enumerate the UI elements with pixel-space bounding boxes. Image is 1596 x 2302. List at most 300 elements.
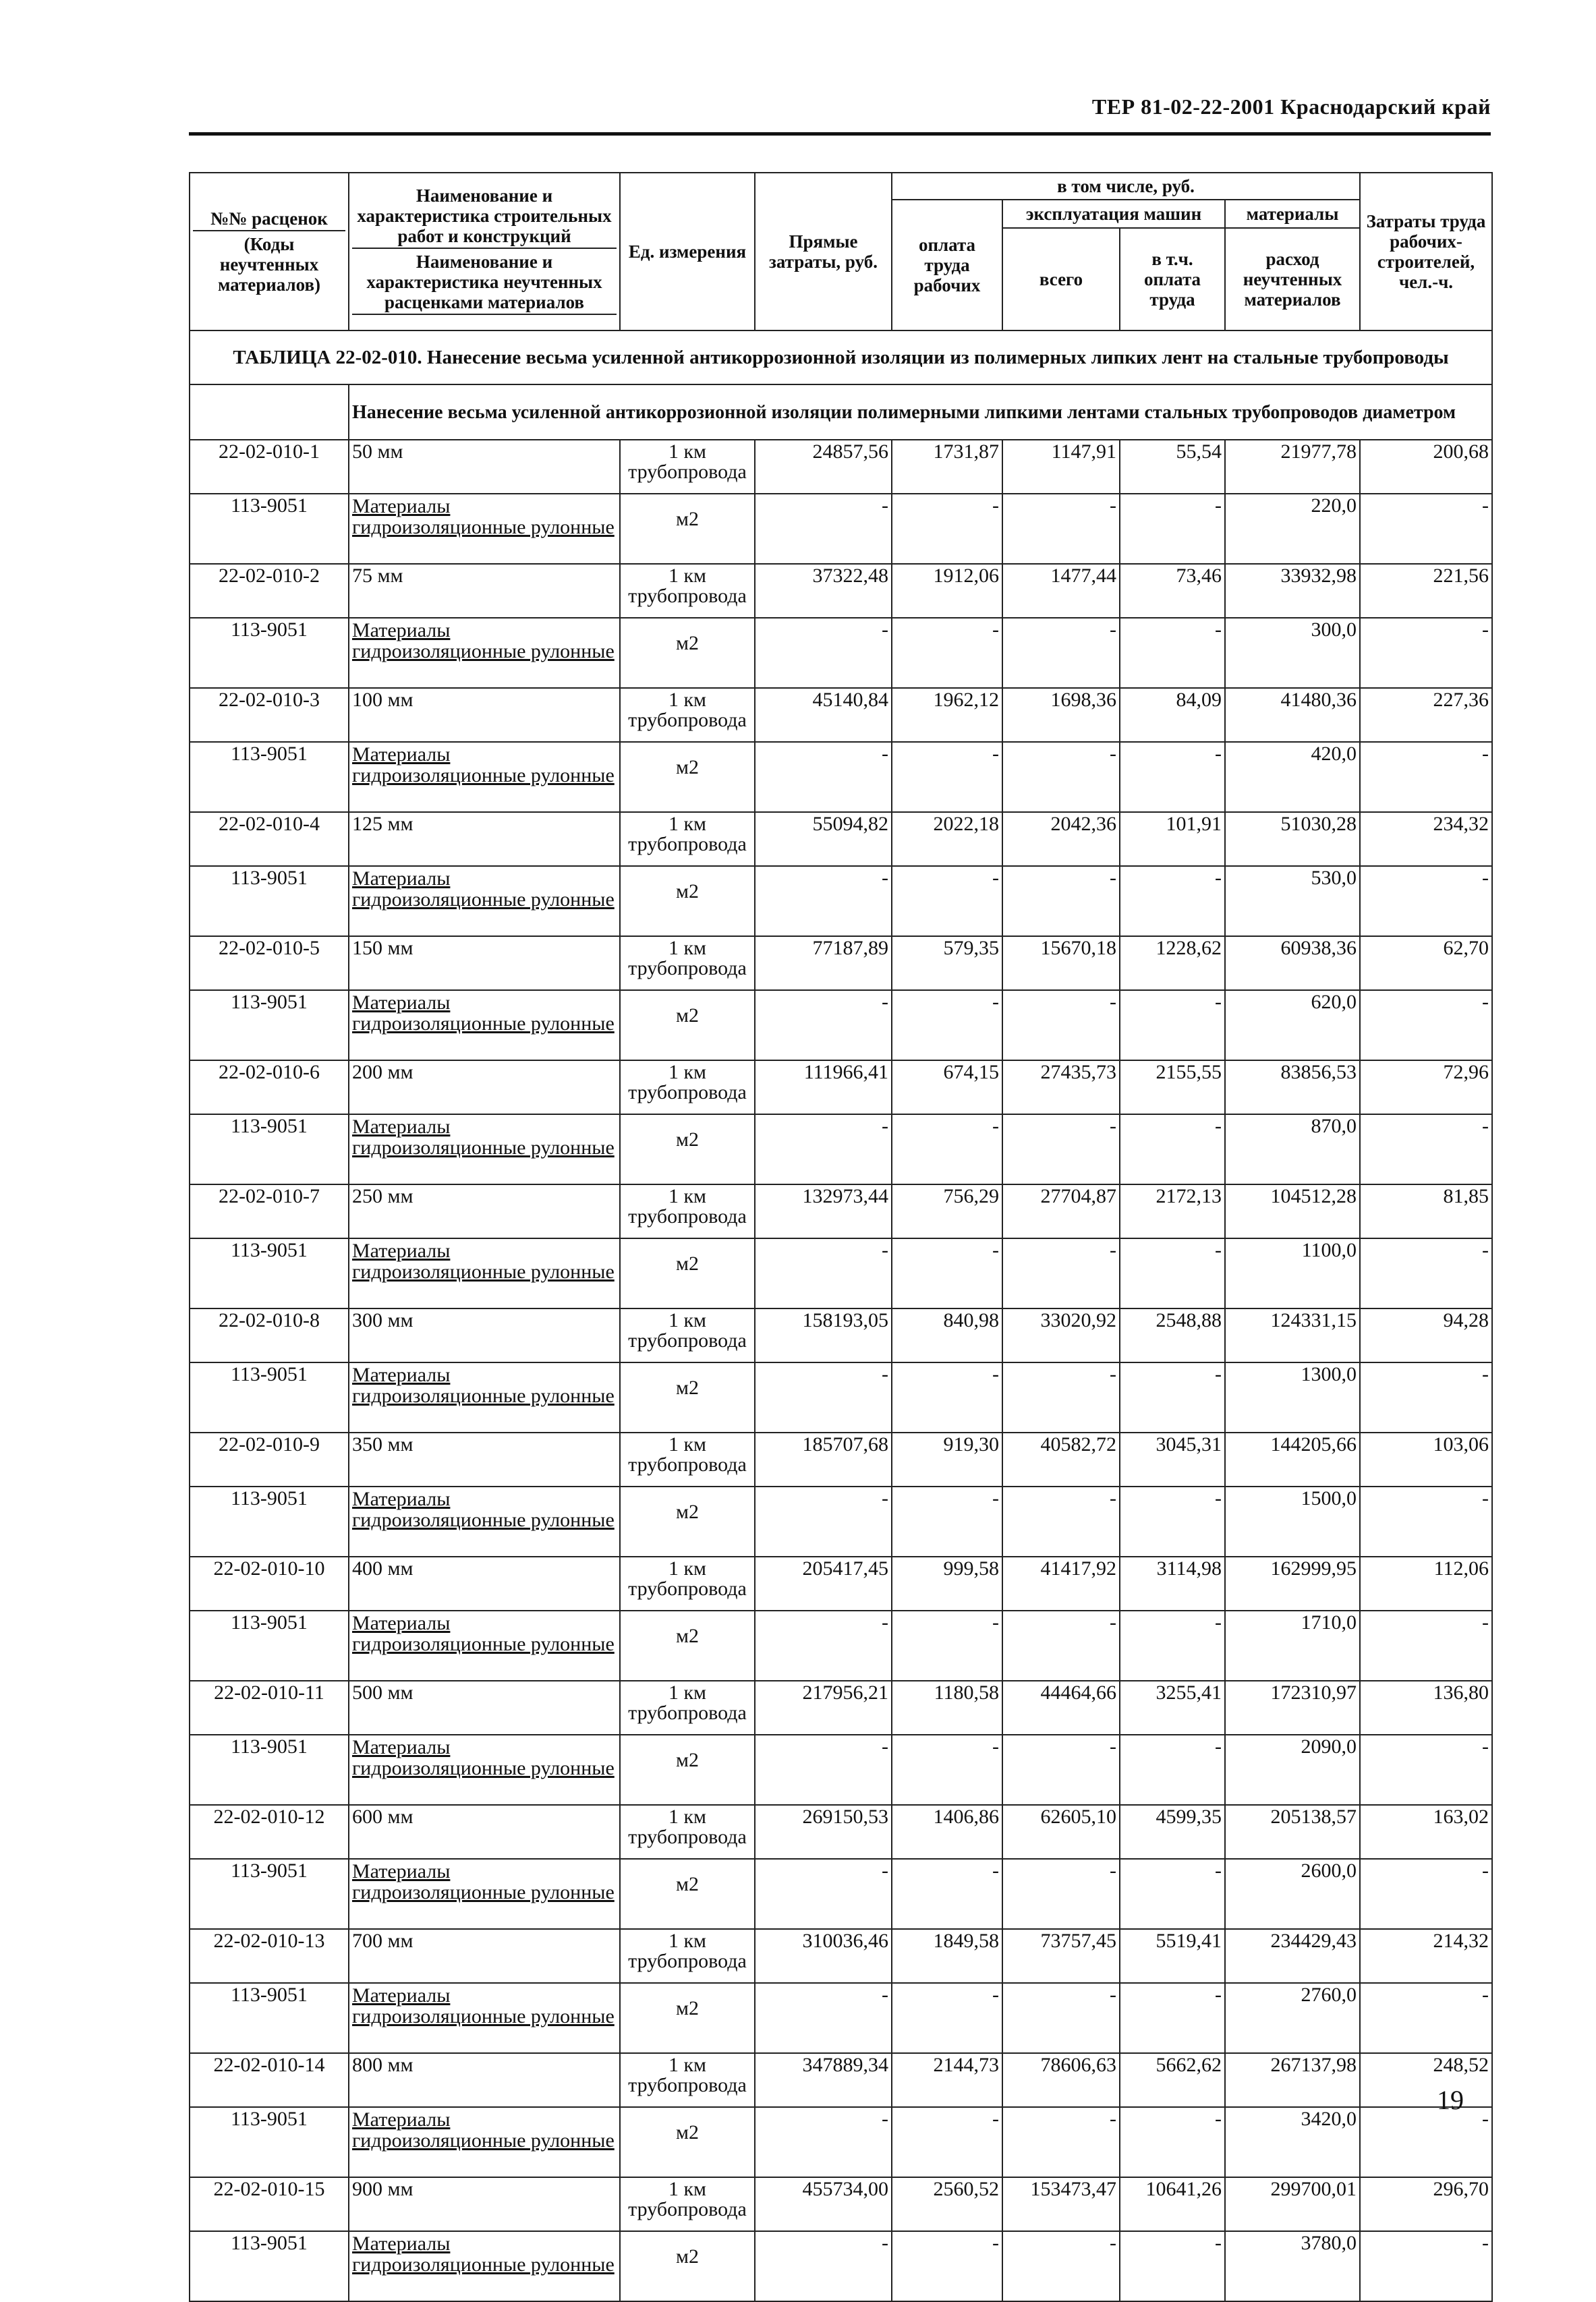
material-row xyxy=(190,866,1492,936)
material-row xyxy=(190,1859,1492,1929)
labor-hours: 248,52 xyxy=(1360,2053,1492,2107)
machines-labor: 10641,26 xyxy=(1120,2177,1225,2231)
work-name: 350 мм xyxy=(349,1433,620,1487)
empty-mach: - xyxy=(1002,618,1120,688)
empty-mach: - xyxy=(1002,1487,1120,1557)
machines-labor: 84,09 xyxy=(1120,688,1225,742)
empty-mach: - xyxy=(1002,1238,1120,1308)
empty-hours: - xyxy=(1360,2231,1492,2301)
rate-code: 22-02-010-13 xyxy=(190,1929,349,1983)
machines-labor: 55,54 xyxy=(1120,440,1225,494)
table-row xyxy=(190,440,1492,494)
material-row xyxy=(190,1983,1492,2053)
labor-hours: 163,02 xyxy=(1360,1805,1492,1859)
material-code: 113-9051 xyxy=(190,2107,349,2177)
material-name: Материалы гидроизоляционные рулонные xyxy=(349,618,620,688)
materials-cost: 124331,15 xyxy=(1225,1308,1360,1362)
material-unit: м2 xyxy=(620,618,755,688)
table-row xyxy=(190,812,1492,866)
col-head-machines-total: всего xyxy=(1002,228,1120,330)
empty-mach_labor: - xyxy=(1120,2107,1225,2177)
empty-hours: - xyxy=(1360,494,1492,564)
empty-mach: - xyxy=(1002,1362,1120,1433)
rate-code: 22-02-010-12 xyxy=(190,1805,349,1859)
work-name: 800 мм xyxy=(349,2053,620,2107)
material-row xyxy=(190,742,1492,812)
labor-hours: 72,96 xyxy=(1360,1060,1492,1114)
material-code: 113-9051 xyxy=(190,1114,349,1184)
machines-labor: 101,91 xyxy=(1120,812,1225,866)
work-name: 700 мм xyxy=(349,1929,620,1983)
materials-cost: 267137,98 xyxy=(1225,2053,1360,2107)
material-code: 113-9051 xyxy=(190,1362,349,1433)
materials-cost: 60938,36 xyxy=(1225,936,1360,990)
empty-hours: - xyxy=(1360,1611,1492,1681)
empty-mach_labor: - xyxy=(1120,494,1225,564)
materials-cost: 205138,57 xyxy=(1225,1805,1360,1859)
machines-labor: 73,46 xyxy=(1120,564,1225,618)
running-header: ТЕР 81-02-22-2001 Краснодарский край xyxy=(1091,94,1491,119)
unit-cell: 1 км трубопровода xyxy=(620,1308,755,1362)
table-row xyxy=(190,936,1492,990)
direct-costs: 132973,44 xyxy=(755,1184,892,1238)
materials-cost: 104512,28 xyxy=(1225,1184,1360,1238)
materials-cost: 299700,01 xyxy=(1225,2177,1360,2231)
empty-mach_labor: - xyxy=(1120,1859,1225,1929)
empty-mach: - xyxy=(1002,1859,1120,1929)
material-unit: м2 xyxy=(620,1983,755,2053)
col-head-unit: Ед. измерения xyxy=(620,173,755,330)
subheading-spacer xyxy=(190,384,349,440)
material-name: Материалы гидроизоляционные рулонные xyxy=(349,1611,620,1681)
empty-mach: - xyxy=(1002,2107,1120,2177)
subheading: Нанесение весьма усиленной антикоррозионной изоляции полимерными липкими лентами стальных трубопроводов диаметром xyxy=(349,384,1492,440)
material-quantity: 870,0 xyxy=(1225,1114,1360,1184)
materials-cost: 162999,95 xyxy=(1225,1557,1360,1611)
materials-cost: 234429,43 xyxy=(1225,1929,1360,1983)
labor-pay: 1962,12 xyxy=(892,688,1002,742)
material-name: Материалы гидроизоляционные рулонные xyxy=(349,1735,620,1805)
work-name: 150 мм xyxy=(349,936,620,990)
machines-total: 33020,92 xyxy=(1002,1308,1120,1362)
unit-cell: 1 км трубопровода xyxy=(620,1681,755,1735)
work-name: 75 мм xyxy=(349,564,620,618)
empty-labor: - xyxy=(892,2231,1002,2301)
col-head-including: в том числе, руб. xyxy=(892,173,1360,200)
machines-labor: 2548,88 xyxy=(1120,1308,1225,1362)
machines-labor: 5519,41 xyxy=(1120,1929,1225,1983)
machines-labor: 3114,98 xyxy=(1120,1557,1225,1611)
material-row xyxy=(190,990,1492,1060)
unit-cell: 1 км трубопровода xyxy=(620,1805,755,1859)
material-unit: м2 xyxy=(620,866,755,936)
col-head-machines-labor: в т.ч. оплата труда xyxy=(1120,228,1225,330)
rate-code: 22-02-010-4 xyxy=(190,812,349,866)
labor-hours: 214,32 xyxy=(1360,1929,1492,1983)
material-unit: м2 xyxy=(620,1114,755,1184)
empty-hours: - xyxy=(1360,1238,1492,1308)
table-row xyxy=(190,1557,1492,1611)
material-name: Материалы гидроизоляционные рулонные xyxy=(349,1983,620,2053)
empty-mach_labor: - xyxy=(1120,990,1225,1060)
empty-direct: - xyxy=(755,2107,892,2177)
material-quantity: 3780,0 xyxy=(1225,2231,1360,2301)
material-quantity: 220,0 xyxy=(1225,494,1360,564)
materials-cost: 83856,53 xyxy=(1225,1060,1360,1114)
empty-hours: - xyxy=(1360,1114,1492,1184)
empty-labor: - xyxy=(892,1238,1002,1308)
machines-total: 44464,66 xyxy=(1002,1681,1120,1735)
direct-costs: 185707,68 xyxy=(755,1433,892,1487)
empty-mach_labor: - xyxy=(1120,866,1225,936)
labor-pay: 2560,52 xyxy=(892,2177,1002,2231)
header-row-1 xyxy=(190,173,1492,200)
labor-hours: 221,56 xyxy=(1360,564,1492,618)
empty-mach: - xyxy=(1002,1611,1120,1681)
material-row xyxy=(190,1362,1492,1433)
labor-pay: 2144,73 xyxy=(892,2053,1002,2107)
empty-mach_labor: - xyxy=(1120,1611,1225,1681)
rate-code: 22-02-010-9 xyxy=(190,1433,349,1487)
material-code: 113-9051 xyxy=(190,1859,349,1929)
materials-cost: 172310,97 xyxy=(1225,1681,1360,1735)
machines-labor: 2172,13 xyxy=(1120,1184,1225,1238)
subheading-row xyxy=(190,384,1492,440)
direct-costs: 158193,05 xyxy=(755,1308,892,1362)
material-row xyxy=(190,2107,1492,2177)
unit-cell: 1 км трубопровода xyxy=(620,1929,755,1983)
table-row xyxy=(190,1929,1492,1983)
work-name: 200 мм xyxy=(349,1060,620,1114)
table-row xyxy=(190,1681,1492,1735)
page-number: 19 xyxy=(1437,2085,1464,2115)
materials-cost: 33932,98 xyxy=(1225,564,1360,618)
empty-labor: - xyxy=(892,2107,1002,2177)
material-unit: м2 xyxy=(620,2231,755,2301)
material-name: Материалы гидроизоляционные рулонные xyxy=(349,1238,620,1308)
labor-hours: 94,28 xyxy=(1360,1308,1492,1362)
material-unit: м2 xyxy=(620,1735,755,1805)
unit-cell: 1 км трубопровода xyxy=(620,440,755,494)
table-row xyxy=(190,1184,1492,1238)
material-quantity: 620,0 xyxy=(1225,990,1360,1060)
material-name: Материалы гидроизоляционные рулонные xyxy=(349,990,620,1060)
empty-direct: - xyxy=(755,1362,892,1433)
col-head-code: №№ расценок (Коды неучтенных материалов) xyxy=(190,173,349,330)
header-rule xyxy=(189,132,1491,136)
material-unit: м2 xyxy=(620,494,755,564)
empty-hours: - xyxy=(1360,618,1492,688)
material-row xyxy=(190,1114,1492,1184)
material-row xyxy=(190,494,1492,564)
material-unit: м2 xyxy=(620,1487,755,1557)
labor-pay: 756,29 xyxy=(892,1184,1002,1238)
machines-labor: 2155,55 xyxy=(1120,1060,1225,1114)
labor-pay: 674,15 xyxy=(892,1060,1002,1114)
material-code: 113-9051 xyxy=(190,1735,349,1805)
labor-pay: 2022,18 xyxy=(892,812,1002,866)
unit-cell: 1 км трубопровода xyxy=(620,688,755,742)
work-name: 500 мм xyxy=(349,1681,620,1735)
empty-direct: - xyxy=(755,1114,892,1184)
empty-direct: - xyxy=(755,1859,892,1929)
direct-costs: 310036,46 xyxy=(755,1929,892,1983)
table-title-row xyxy=(190,330,1492,384)
col-head-materials-sub: расход неучтенных материалов xyxy=(1225,228,1360,330)
empty-direct: - xyxy=(755,1487,892,1557)
empty-mach: - xyxy=(1002,866,1120,936)
machines-total: 40582,72 xyxy=(1002,1433,1120,1487)
empty-direct: - xyxy=(755,1611,892,1681)
table-row xyxy=(190,1433,1492,1487)
work-name: 900 мм xyxy=(349,2177,620,2231)
machines-total: 62605,10 xyxy=(1002,1805,1120,1859)
work-name: 300 мм xyxy=(349,1308,620,1362)
material-quantity: 1300,0 xyxy=(1225,1362,1360,1433)
machines-labor: 3045,31 xyxy=(1120,1433,1225,1487)
table-title: ТАБЛИЦА 22-02-010. Нанесение весьма усиленной антикоррозионной изоляции из полимерных липких лент на стальные трубопроводы xyxy=(190,330,1492,384)
empty-hours: - xyxy=(1360,1735,1492,1805)
material-quantity: 530,0 xyxy=(1225,866,1360,936)
empty-mach: - xyxy=(1002,742,1120,812)
unit-cell: 1 км трубопровода xyxy=(620,1433,755,1487)
table-row xyxy=(190,1060,1492,1114)
labor-pay: 1406,86 xyxy=(892,1805,1002,1859)
material-quantity: 2600,0 xyxy=(1225,1859,1360,1929)
labor-hours: 62,70 xyxy=(1360,936,1492,990)
empty-labor: - xyxy=(892,494,1002,564)
direct-costs: 55094,82 xyxy=(755,812,892,866)
rate-code: 22-02-010-11 xyxy=(190,1681,349,1735)
direct-costs: 455734,00 xyxy=(755,2177,892,2231)
rate-code: 22-02-010-7 xyxy=(190,1184,349,1238)
col-head-name: Наименование и характеристика строительных работ и конструкций Наименование и характеристика неучтенных расценками материалов xyxy=(349,173,620,330)
material-name: Материалы гидроизоляционные рулонные xyxy=(349,2231,620,2301)
table-row xyxy=(190,2053,1492,2107)
material-name: Материалы гидроизоляционные рулонные xyxy=(349,494,620,564)
labor-pay: 579,35 xyxy=(892,936,1002,990)
direct-costs: 77187,89 xyxy=(755,936,892,990)
unit-cell: 1 км трубопровода xyxy=(620,1060,755,1114)
empty-labor: - xyxy=(892,1487,1002,1557)
empty-labor: - xyxy=(892,1735,1002,1805)
material-row xyxy=(190,1611,1492,1681)
machines-total: 2042,36 xyxy=(1002,812,1120,866)
table-row xyxy=(190,2177,1492,2231)
machines-total: 27435,73 xyxy=(1002,1060,1120,1114)
empty-direct: - xyxy=(755,742,892,812)
empty-hours: - xyxy=(1360,866,1492,936)
materials-cost: 144205,66 xyxy=(1225,1433,1360,1487)
empty-hours: - xyxy=(1360,990,1492,1060)
empty-hours: - xyxy=(1360,742,1492,812)
direct-costs: 45140,84 xyxy=(755,688,892,742)
unit-cell: 1 км трубопровода xyxy=(620,1557,755,1611)
machines-labor: 1228,62 xyxy=(1120,936,1225,990)
work-name: 50 мм xyxy=(349,440,620,494)
labor-pay: 1731,87 xyxy=(892,440,1002,494)
col-head-direct: Прямые затраты, руб. xyxy=(755,173,892,330)
material-name: Материалы гидроизоляционные рулонные xyxy=(349,2107,620,2177)
rate-code: 22-02-010-6 xyxy=(190,1060,349,1114)
labor-hours: 103,06 xyxy=(1360,1433,1492,1487)
material-quantity: 1100,0 xyxy=(1225,1238,1360,1308)
machines-total: 73757,45 xyxy=(1002,1929,1120,1983)
rate-code: 22-02-010-1 xyxy=(190,440,349,494)
direct-costs: 37322,48 xyxy=(755,564,892,618)
labor-pay: 1180,58 xyxy=(892,1681,1002,1735)
material-code: 113-9051 xyxy=(190,1983,349,2053)
labor-pay: 1912,06 xyxy=(892,564,1002,618)
empty-mach: - xyxy=(1002,990,1120,1060)
empty-mach_labor: - xyxy=(1120,1735,1225,1805)
machines-labor: 4599,35 xyxy=(1120,1805,1225,1859)
empty-labor: - xyxy=(892,1114,1002,1184)
col-head-labor-pay: оплата труда рабочих xyxy=(892,200,1002,330)
empty-direct: - xyxy=(755,1983,892,2053)
work-name: 125 мм xyxy=(349,812,620,866)
direct-costs: 347889,34 xyxy=(755,2053,892,2107)
labor-hours: 81,85 xyxy=(1360,1184,1492,1238)
empty-labor: - xyxy=(892,1611,1002,1681)
col-head-machines: эксплуатация машин xyxy=(1002,200,1225,228)
machines-total: 1477,44 xyxy=(1002,564,1120,618)
machines-total: 27704,87 xyxy=(1002,1184,1120,1238)
empty-mach_labor: - xyxy=(1120,742,1225,812)
labor-hours: 112,06 xyxy=(1360,1557,1492,1611)
empty-direct: - xyxy=(755,1238,892,1308)
material-row xyxy=(190,1238,1492,1308)
empty-mach: - xyxy=(1002,1983,1120,2053)
col-head-labor-cost: Затраты труда рабочих-строителей, чел.-ч. xyxy=(1360,173,1492,330)
material-unit: м2 xyxy=(620,990,755,1060)
labor-hours: 136,80 xyxy=(1360,1681,1492,1735)
empty-mach: - xyxy=(1002,494,1120,564)
material-name: Материалы гидроизоляционные рулонные xyxy=(349,742,620,812)
work-name: 600 мм xyxy=(349,1805,620,1859)
rate-code: 22-02-010-2 xyxy=(190,564,349,618)
empty-hours: - xyxy=(1360,1859,1492,1929)
unit-cell: 1 км трубопровода xyxy=(620,936,755,990)
table-row xyxy=(190,564,1492,618)
direct-costs: 269150,53 xyxy=(755,1805,892,1859)
empty-mach: - xyxy=(1002,2231,1120,2301)
rate-code: 22-02-010-8 xyxy=(190,1308,349,1362)
material-code: 113-9051 xyxy=(190,866,349,936)
unit-cell: 1 км трубопровода xyxy=(620,1184,755,1238)
material-name: Материалы гидроизоляционные рулонные xyxy=(349,1362,620,1433)
unit-cell: 1 км трубопровода xyxy=(620,564,755,618)
empty-mach_labor: - xyxy=(1120,1238,1225,1308)
material-unit: м2 xyxy=(620,1611,755,1681)
empty-mach_labor: - xyxy=(1120,1114,1225,1184)
material-quantity: 420,0 xyxy=(1225,742,1360,812)
material-quantity: 1710,0 xyxy=(1225,1611,1360,1681)
labor-hours: 234,32 xyxy=(1360,812,1492,866)
empty-direct: - xyxy=(755,2231,892,2301)
machines-total: 1147,91 xyxy=(1002,440,1120,494)
material-row xyxy=(190,2231,1492,2301)
machines-total: 153473,47 xyxy=(1002,2177,1120,2231)
unit-cell: 1 км трубопровода xyxy=(620,2053,755,2107)
work-name: 100 мм xyxy=(349,688,620,742)
empty-hours: - xyxy=(1360,1487,1492,1557)
empty-hours: - xyxy=(1360,1362,1492,1433)
labor-pay: 919,30 xyxy=(892,1433,1002,1487)
work-name: 400 мм xyxy=(349,1557,620,1611)
material-unit: м2 xyxy=(620,1238,755,1308)
labor-pay: 840,98 xyxy=(892,1308,1002,1362)
empty-mach: - xyxy=(1002,1114,1120,1184)
material-unit: м2 xyxy=(620,2107,755,2177)
material-code: 113-9051 xyxy=(190,2231,349,2301)
materials-cost: 51030,28 xyxy=(1225,812,1360,866)
table-row xyxy=(190,1805,1492,1859)
machines-labor: 3255,41 xyxy=(1120,1681,1225,1735)
empty-mach: - xyxy=(1002,1735,1120,1805)
unit-cell: 1 км трубопровода xyxy=(620,2177,755,2231)
materials-cost: 41480,36 xyxy=(1225,688,1360,742)
empty-direct: - xyxy=(755,1735,892,1805)
empty-mach_labor: - xyxy=(1120,618,1225,688)
empty-hours: - xyxy=(1360,2107,1492,2177)
material-code: 113-9051 xyxy=(190,990,349,1060)
material-unit: м2 xyxy=(620,742,755,812)
material-quantity: 1500,0 xyxy=(1225,1487,1360,1557)
empty-direct: - xyxy=(755,990,892,1060)
col-head-materials: материалы xyxy=(1225,200,1360,228)
empty-hours: - xyxy=(1360,1983,1492,2053)
material-name: Материалы гидроизоляционные рулонные xyxy=(349,866,620,936)
empty-mach_labor: - xyxy=(1120,2231,1225,2301)
table-row xyxy=(190,688,1492,742)
material-unit: м2 xyxy=(620,1859,755,1929)
empty-labor: - xyxy=(892,1362,1002,1433)
material-code: 113-9051 xyxy=(190,494,349,564)
unit-cell: 1 км трубопровода xyxy=(620,812,755,866)
empty-labor: - xyxy=(892,1983,1002,2053)
empty-mach_labor: - xyxy=(1120,1362,1225,1433)
material-code: 113-9051 xyxy=(190,1238,349,1308)
empty-mach_labor: - xyxy=(1120,1487,1225,1557)
empty-direct: - xyxy=(755,494,892,564)
empty-labor: - xyxy=(892,618,1002,688)
table-row xyxy=(190,1308,1492,1362)
machines-labor: 5662,62 xyxy=(1120,2053,1225,2107)
material-row xyxy=(190,1487,1492,1557)
direct-costs: 205417,45 xyxy=(755,1557,892,1611)
empty-mach_labor: - xyxy=(1120,1983,1225,2053)
rate-code: 22-02-010-5 xyxy=(190,936,349,990)
machines-total: 78606,63 xyxy=(1002,2053,1120,2107)
material-quantity: 2090,0 xyxy=(1225,1735,1360,1805)
labor-hours: 296,70 xyxy=(1360,2177,1492,2231)
rate-code: 22-02-010-10 xyxy=(190,1557,349,1611)
material-name: Материалы гидроизоляционные рулонные xyxy=(349,1114,620,1184)
direct-costs: 111966,41 xyxy=(755,1060,892,1114)
labor-hours: 227,36 xyxy=(1360,688,1492,742)
direct-costs: 24857,56 xyxy=(755,440,892,494)
empty-labor: - xyxy=(892,990,1002,1060)
material-unit: м2 xyxy=(620,1362,755,1433)
rate-code: 22-02-010-3 xyxy=(190,688,349,742)
material-row xyxy=(190,618,1492,688)
empty-labor: - xyxy=(892,1859,1002,1929)
labor-pay: 999,58 xyxy=(892,1557,1002,1611)
material-code: 113-9051 xyxy=(190,1487,349,1557)
material-name: Материалы гидроизоляционные рулонные xyxy=(349,1859,620,1929)
labor-hours: 200,68 xyxy=(1360,440,1492,494)
